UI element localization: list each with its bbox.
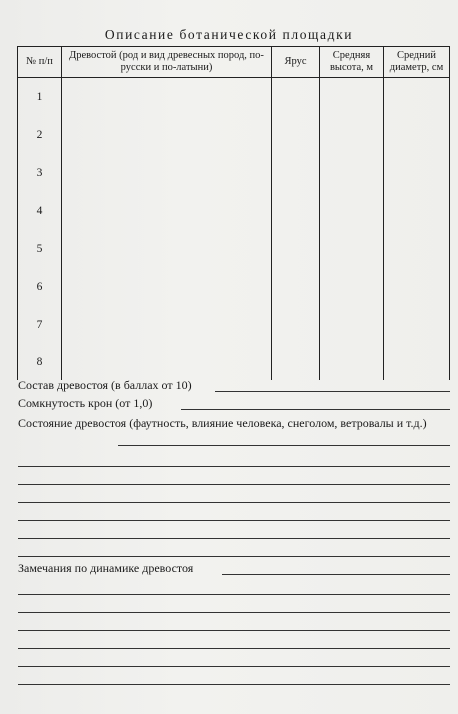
composition-label: Состав древостоя (в баллах от 10) (18, 378, 192, 392)
cell-stand[interactable] (62, 78, 272, 117)
cell-height[interactable] (320, 344, 384, 380)
cell-diameter[interactable] (384, 230, 450, 268)
cell-height[interactable] (320, 230, 384, 268)
dynamics-field-line[interactable] (18, 684, 450, 685)
cell-stand[interactable] (62, 116, 272, 154)
cell-stand[interactable] (62, 268, 272, 306)
closure-line (18, 396, 450, 412)
dynamics-line (18, 561, 450, 577)
col-header-stand: Древостой (род и вид древесных пород, по-русски и по-латыни) (62, 47, 272, 78)
cell-diameter[interactable] (384, 78, 450, 117)
table-row (18, 268, 450, 306)
condition-field-line[interactable] (18, 538, 450, 539)
row-number: 6 (18, 268, 62, 306)
closure-label: Сомкнутость крон (от 1,0) (18, 396, 153, 410)
condition-field-line[interactable] (18, 466, 450, 467)
table-row (18, 192, 450, 230)
condition-label: Состояние древостоя (фаутность, влияние человека, снеголом, ветровалы и т.д.) (18, 416, 427, 430)
cell-height[interactable] (320, 116, 384, 154)
cell-tier[interactable] (272, 306, 320, 344)
table-row (18, 116, 450, 154)
cell-diameter[interactable] (384, 192, 450, 230)
cell-diameter[interactable] (384, 268, 450, 306)
cell-height[interactable] (320, 192, 384, 230)
row-number: 3 (18, 154, 62, 192)
cell-diameter[interactable] (384, 154, 450, 192)
row-number: 1 (18, 78, 62, 117)
cell-stand[interactable] (62, 154, 272, 192)
cell-tier[interactable] (272, 192, 320, 230)
cell-diameter[interactable] (384, 344, 450, 380)
dynamics-field[interactable] (222, 574, 450, 575)
stand-table (17, 46, 450, 380)
cell-tier[interactable] (272, 116, 320, 154)
row-number: 7 (18, 306, 62, 344)
cell-stand[interactable] (62, 230, 272, 268)
col-header-diameter: Средний диаметр, см (384, 47, 450, 78)
table-header-row (18, 47, 450, 78)
row-number: 8 (18, 344, 62, 380)
dynamics-field-line[interactable] (18, 594, 450, 595)
cell-tier[interactable] (272, 268, 320, 306)
condition-field-first-line[interactable] (118, 445, 450, 446)
cell-height[interactable] (320, 78, 384, 117)
dynamics-label: Замечания по динамике древостоя (18, 561, 194, 575)
condition-field-line[interactable] (18, 484, 450, 485)
row-number: 5 (18, 230, 62, 268)
dynamics-field-line[interactable] (18, 612, 450, 613)
closure-field[interactable] (181, 409, 450, 410)
table-row (18, 306, 450, 344)
col-header-num: № п/п (18, 47, 62, 78)
cell-tier[interactable] (272, 344, 320, 380)
cell-stand[interactable] (62, 192, 272, 230)
table-row (18, 78, 450, 117)
cell-stand[interactable] (62, 344, 272, 380)
composition-field[interactable] (215, 391, 450, 392)
condition-field-line[interactable] (18, 502, 450, 503)
cell-tier[interactable] (272, 78, 320, 117)
cell-stand[interactable] (62, 306, 272, 344)
row-number: 2 (18, 116, 62, 154)
dynamics-field-line[interactable] (18, 630, 450, 631)
dynamics-field-line[interactable] (18, 666, 450, 667)
condition-field-line[interactable] (18, 556, 450, 557)
cell-height[interactable] (320, 306, 384, 344)
cell-tier[interactable] (272, 154, 320, 192)
col-header-height: Средняя высота, м (320, 47, 384, 78)
table-row (18, 230, 450, 268)
cell-diameter[interactable] (384, 306, 450, 344)
dynamics-field-line[interactable] (18, 648, 450, 649)
table-row (18, 344, 450, 380)
cell-height[interactable] (320, 154, 384, 192)
composition-line (18, 378, 450, 394)
row-number: 4 (18, 192, 62, 230)
page-title: Описание ботанической площадки (104, 27, 354, 42)
condition-field-line[interactable] (18, 520, 450, 521)
cell-height[interactable] (320, 268, 384, 306)
cell-diameter[interactable] (384, 116, 450, 154)
table-row (18, 154, 450, 192)
cell-tier[interactable] (272, 230, 320, 268)
col-header-tier: Ярус (272, 47, 320, 78)
